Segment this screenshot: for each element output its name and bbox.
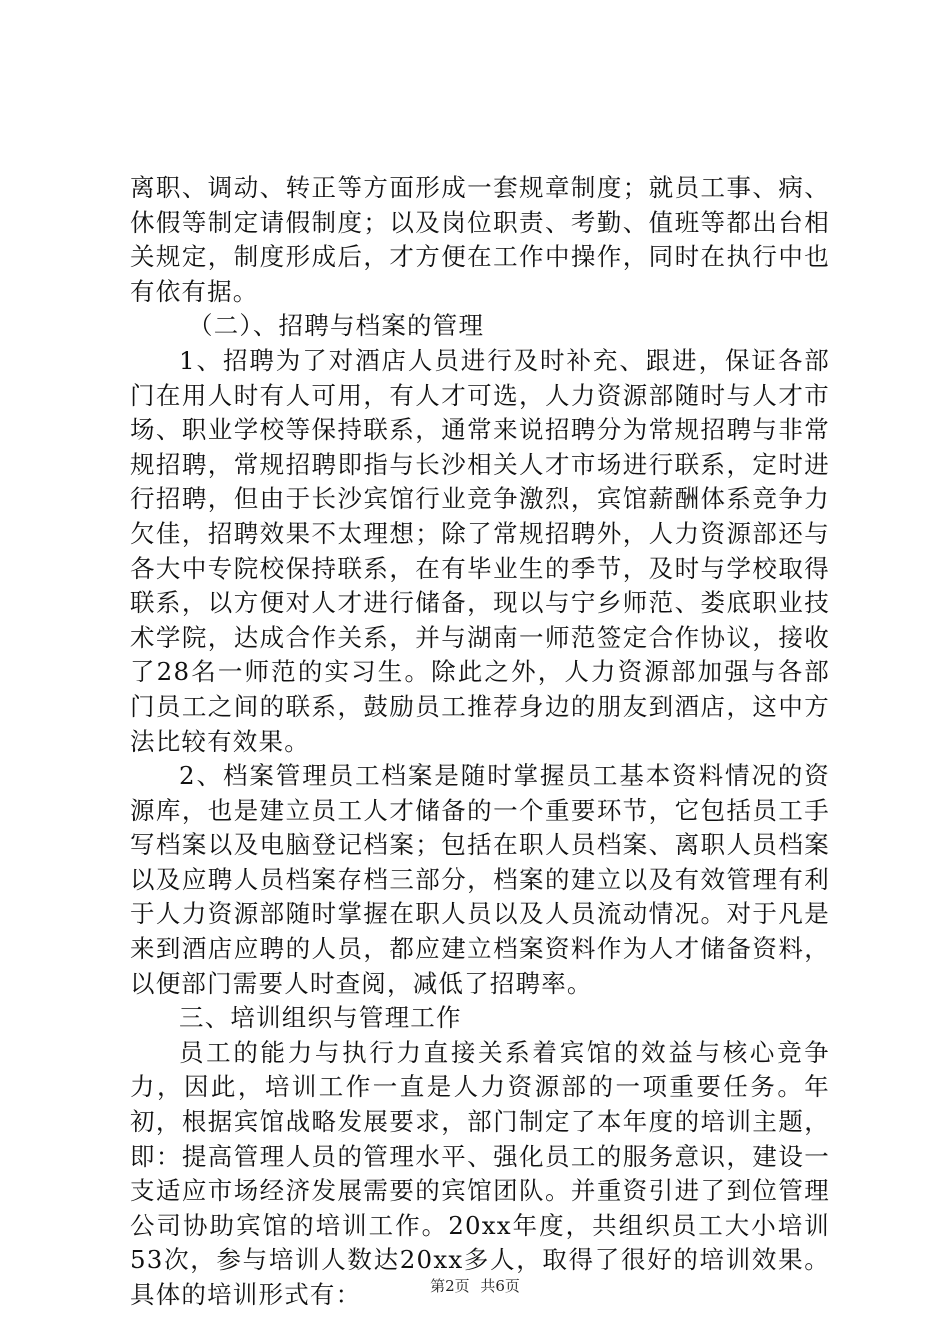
document-body (130, 171, 830, 1313)
section-heading-recruitment: （二）、招聘与档案的管理 (188, 311, 485, 341)
page-number: 第2页 (430, 1277, 470, 1295)
page-footer (0, 1276, 950, 1296)
paragraph-archives: 2、档案管理员工档案是随时掌握员工基本资料情况的资源库，也是建立员工人才储备的一个重要环节，它包括员工手写档案以及电脑登记档案；包括在职人员档案、离职人员档案以及应聘人员档案存档三部分，档案的建立以及有效管理有利于人力资源部随时掌握在职人员以及人员流动情况。对于凡是来到酒店应聘的人员，都应建立档案资料作为人才储备资料，以便部门需要人时查阅，减低了招聘率。 (130, 761, 830, 998)
page-total: 共6页 (480, 1277, 520, 1295)
paragraph-training: 员工的能力与执行力直接关系着宾馆的效益与核心竞争力，因此，培训工作一直是人力资源部的一项重要任务。年初，根据宾馆战略发展要求，部门制定了本年度的培训主题，即：提高管理人员的管理水平、强化员工的服务意识，建设一支适应市场经济发展需要的宾馆团队。并重资引进了到位管理公司协助宾馆的培训工作。20xx年度，共组织员工大小培训53次，参与培训人数达20xx多人，取得了很好的培训效果。具体的培训形式有： (130, 1037, 830, 1309)
paragraph-continuation: 离职、调动、转正等方面形成一套规章制度；就员工事、病、休假等制定请假制度；以及岗位职责、考勤、值班等都出台相关规定，制度形成后，才方便在工作中操作，同时在执行中也有依有据。 (130, 173, 830, 306)
paragraph-recruitment: 1、招聘为了对酒店人员进行及时补充、跟进，保证各部门在用人时有人可用，有人才可选，人力资源部随时与人才市场、职业学校等保持联系，通常来说招聘分为常规招聘与非常规招聘，常规招聘即指与长沙相关人才市场进行联系，定时进行招聘，但由于长沙宾馆行业竞争激烈，宾馆薪酬体系竞争力欠佳，招聘效果不太理想；除了常规招聘外，人力资源部还与各大中专院校保持联系，在有毕业生的季节，及时与学校取得联系，以方便对人才进行储备，现以与宁乡师范、娄底职业技术学院，达成合作关系，并与湖南一师范签定合作协议，接收了28名一师范的实习生。除此之外，人力资源部加强与各部门员工之间的联系，鼓励员工推荐身边的朋友到酒店，这中方法比较有效果。 (130, 345, 830, 756)
section-heading-training: 三、培训组织与管理工作 (179, 1003, 462, 1033)
